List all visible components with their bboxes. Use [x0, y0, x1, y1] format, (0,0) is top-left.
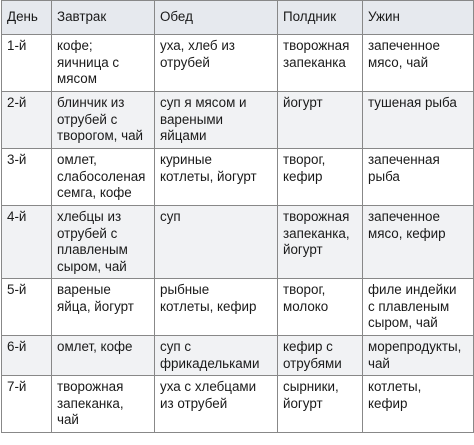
snack-cell: кефир с отрубями	[278, 336, 363, 376]
breakfast-cell: творожная запеканка, чай	[52, 376, 155, 433]
lunch-cell: куриные котлеты, йогурт	[155, 149, 278, 206]
lunch-cell: суп с фрикадельками	[155, 336, 278, 376]
snack-cell: йогурт	[278, 92, 363, 149]
lunch-cell: суп	[155, 206, 278, 279]
table-row	[2, 206, 474, 279]
header-row	[2, 1, 474, 35]
dinner-cell: запеченная рыба	[363, 149, 474, 206]
breakfast-cell: хлебцы из отрубей с плавленым сыром, чай	[52, 206, 155, 279]
snack-cell: творожная запеканка, йогурт	[278, 206, 363, 279]
header-breakfast: Завтрак	[52, 1, 155, 35]
lunch-cell: уха, хлеб из отрубей	[155, 35, 278, 92]
dinner-cell: запеченное мясо, чай	[363, 35, 474, 92]
day-cell: 6-й	[2, 336, 52, 376]
dinner-cell: морепродукты, чай	[363, 336, 474, 376]
snack-cell: творог, молоко	[278, 279, 363, 336]
dinner-cell: котлеты, кефир	[363, 376, 474, 433]
day-cell: 2-й	[2, 92, 52, 149]
header-snack: Полдник	[278, 1, 363, 35]
lunch-cell: рыбные котлеты, кефир	[155, 279, 278, 336]
snack-cell: творожная запеканка	[278, 35, 363, 92]
table-row	[2, 92, 474, 149]
lunch-cell: уха с хлебцами из отрубей	[155, 376, 278, 433]
header-lunch: Обед	[155, 1, 278, 35]
table-row	[2, 149, 474, 206]
dinner-cell: запеченное мясо, кефир	[363, 206, 474, 279]
day-cell: 4-й	[2, 206, 52, 279]
lunch-cell: суп я мясом и вареными яйцами	[155, 92, 278, 149]
breakfast-cell: омлет, слабосоленая семга, кофе	[52, 149, 155, 206]
day-cell: 3-й	[2, 149, 52, 206]
dinner-cell: филе индейки с плавленым сыром, чай	[363, 279, 474, 336]
meal-plan-table	[1, 0, 474, 433]
snack-cell: сырники, йогурт	[278, 376, 363, 433]
table-row	[2, 279, 474, 336]
breakfast-cell: омлет, кофе	[52, 336, 155, 376]
table-row	[2, 336, 474, 376]
breakfast-cell: вареные яйца, йогурт	[52, 279, 155, 336]
day-cell: 7-й	[2, 376, 52, 433]
breakfast-cell: кофе; яичница с мясом	[52, 35, 155, 92]
header-day: День	[2, 1, 52, 35]
table-row	[2, 376, 474, 433]
day-cell: 1-й	[2, 35, 52, 92]
dinner-cell: тушеная рыба	[363, 92, 474, 149]
day-cell: 5-й	[2, 279, 52, 336]
snack-cell: творог, кефир	[278, 149, 363, 206]
header-dinner: Ужин	[363, 1, 474, 35]
breakfast-cell: блинчик из отрубей с творогом, чай	[52, 92, 155, 149]
table-row	[2, 35, 474, 92]
